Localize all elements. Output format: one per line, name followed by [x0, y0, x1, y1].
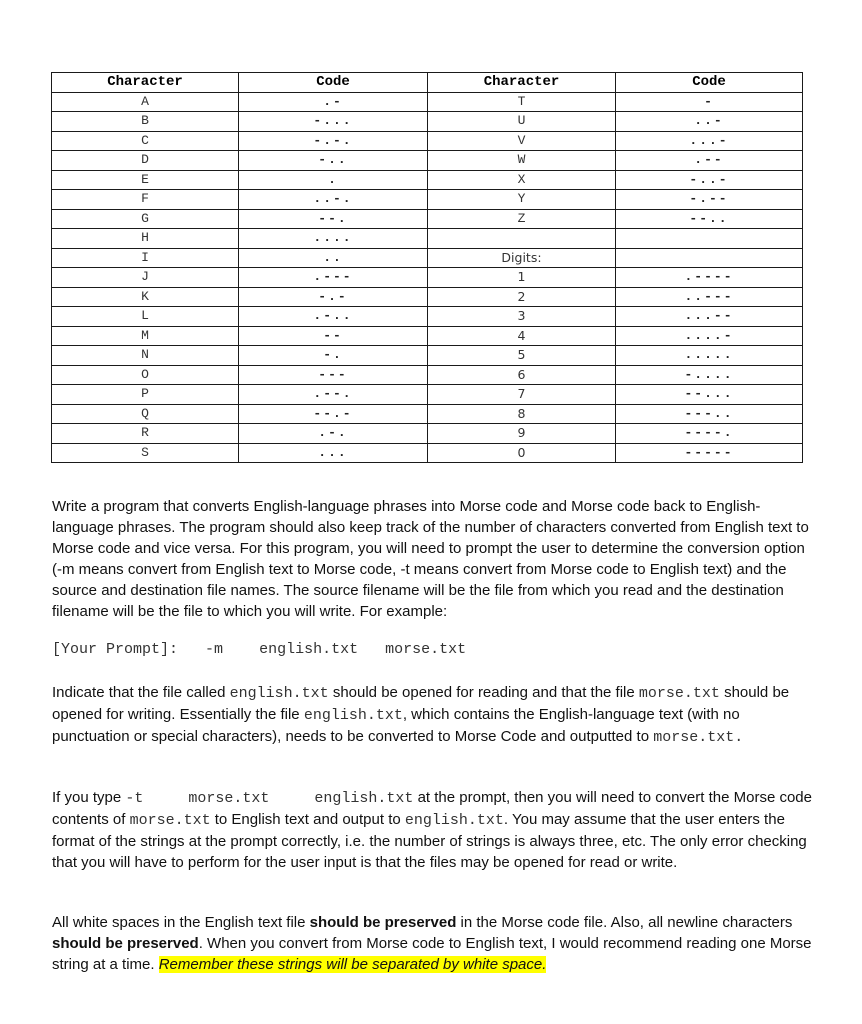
character-cell: R [52, 424, 239, 444]
character-cell: 6 [428, 365, 616, 385]
text: If you type [52, 789, 126, 806]
character-cell: Y [428, 190, 616, 210]
table-row [52, 365, 803, 385]
code-cell: ... [239, 443, 428, 463]
character-cell: W [428, 151, 616, 171]
character-cell: X [428, 170, 616, 190]
table-row [52, 248, 803, 268]
character-cell: 2 [428, 287, 616, 307]
character-cell: N [52, 346, 239, 366]
character-cell: 3 [428, 307, 616, 327]
character-cell: I [52, 248, 239, 268]
table-row [52, 190, 803, 210]
character-cell: G [52, 209, 239, 229]
code-cell: ..-. [239, 190, 428, 210]
filename-english: english.txt [303, 707, 403, 724]
character-cell: 8 [428, 404, 616, 424]
character-cell: P [52, 385, 239, 405]
code-cell: --.- [239, 404, 428, 424]
table-row [52, 209, 803, 229]
table-row [52, 404, 803, 424]
code-cell: .-- [616, 151, 803, 171]
character-cell: 9 [428, 424, 616, 444]
code-cell: .- [239, 92, 428, 112]
table-row [52, 151, 803, 171]
character-cell: S [52, 443, 239, 463]
code-cell: .--- [239, 268, 428, 288]
character-cell: 5 [428, 346, 616, 366]
code-cell: ...-- [616, 307, 803, 327]
character-cell: B [52, 112, 239, 132]
filename-english: english.txt [404, 812, 504, 829]
character-cell: O [52, 365, 239, 385]
table-row [52, 131, 803, 151]
code-cell: ...- [616, 131, 803, 151]
code-cell: --- [239, 365, 428, 385]
code-cell: --... [616, 385, 803, 405]
text: All white spaces in the English text file [52, 914, 310, 931]
code-cell: ..--- [616, 287, 803, 307]
emphasis: should be preserved [52, 935, 199, 952]
character-cell: T [428, 92, 616, 112]
prompt-example [52, 641, 466, 658]
morse-code-table [51, 72, 803, 463]
text: to English text and output to [210, 811, 405, 828]
character-cell: L [52, 307, 239, 327]
code-cell: -.- [239, 287, 428, 307]
intro-paragraph: Write a program that converts English-language phrases into Morse code and Morse code back to English-language phrases. The program should also keep track of the number of characters converted from English text to Morse code and vice versa. For this program, you will need to prompt the user to determine the conversion option (-m means convert from English text to Morse code, -t means convert from Morse code to English text) and the source and destination file names. The source filename will be the file from which you read and the destination filename will be the file to which you will write. For example: [52, 498, 809, 620]
character-cell: J [52, 268, 239, 288]
text: at the prompt, then you will need to convert the Morse code contents of [52, 789, 812, 828]
character-cell: Digits: [428, 248, 616, 268]
text: . You may assume that the user enters the format of the strings at the prompt correctly, i.e. the number of strings is always three, etc. The only error checking that you will have to perform for the user input is that the files may be opened for read or write. [52, 811, 807, 871]
text: in the Morse code file. Also, all newline characters [456, 914, 793, 931]
prompt-source-file: english.txt [259, 641, 359, 658]
code-cell: -.. [239, 151, 428, 171]
code-cell: ....- [616, 326, 803, 346]
whitespace-paragraph [52, 912, 812, 975]
character-cell: C [52, 131, 239, 151]
text: should be opened for reading and that the file [328, 684, 639, 701]
table-row [52, 346, 803, 366]
table-row [52, 229, 803, 249]
table-row [52, 326, 803, 346]
table-row [52, 424, 803, 444]
filename-morse: morse.txt. [653, 729, 744, 746]
table-row [52, 170, 803, 190]
character-cell: M [52, 326, 239, 346]
table-row [52, 307, 803, 327]
code-cell: .--. [239, 385, 428, 405]
table-row [52, 443, 803, 463]
code-cell: -.-. [239, 131, 428, 151]
code-cell: ----- [616, 443, 803, 463]
code-cell: -. [239, 346, 428, 366]
header-code-2: Code [616, 73, 803, 93]
character-cell: A [52, 92, 239, 112]
code-cell: - [616, 92, 803, 112]
character-cell: D [52, 151, 239, 171]
code-cell: -.-- [616, 190, 803, 210]
character-cell [428, 229, 616, 249]
text: . When you convert from Morse code to English text, I would recommend reading one Morse string at a time. [52, 935, 812, 973]
filename-morse: morse.txt [638, 685, 720, 702]
emphasis: should be preserved [309, 914, 457, 931]
code-cell: ..... [616, 346, 803, 366]
code-cell: . [239, 170, 428, 190]
code-cell: -... [239, 112, 428, 132]
code-cell: ..- [616, 112, 803, 132]
prompt-option: -m [205, 641, 224, 658]
code-cell: --. [239, 209, 428, 229]
code-cell: .-. [239, 424, 428, 444]
text: should be opened for writing. Essentially the file [52, 684, 790, 723]
character-cell: 7 [428, 385, 616, 405]
filename-english: english.txt [229, 685, 329, 702]
character-cell: 0 [428, 443, 616, 463]
text: Indicate that the file called [52, 684, 230, 701]
code-cell: -..- [616, 170, 803, 190]
character-cell: U [428, 112, 616, 132]
table-row [52, 385, 803, 405]
prompt-dest-file: morse.txt [385, 641, 467, 658]
code-cell: .. [239, 248, 428, 268]
character-cell: 4 [428, 326, 616, 346]
character-cell: Q [52, 404, 239, 424]
highlighted-note: Remember these strings will be separated by white space. [158, 956, 547, 973]
prompt-label: [Your Prompt]: [52, 641, 179, 658]
table-row [52, 287, 803, 307]
character-cell: Z [428, 209, 616, 229]
code-cell: ----. [616, 424, 803, 444]
text: , which contains the English-language text (with no punctuation or special characters), needs to be converted to Morse Code and outputted to [52, 706, 740, 745]
character-cell: K [52, 287, 239, 307]
code-cell: -.... [616, 365, 803, 385]
header-character-2: Character [428, 73, 616, 93]
code-cell: --.. [616, 209, 803, 229]
table-row [52, 268, 803, 288]
character-cell: H [52, 229, 239, 249]
code-cell: .-.. [239, 307, 428, 327]
character-cell: V [428, 131, 616, 151]
table-row [52, 112, 803, 132]
table-header-row [52, 73, 803, 93]
command-example: -t morse.txt english.txt [125, 790, 414, 807]
code-cell: -- [239, 326, 428, 346]
reverse-conversion-paragraph [52, 787, 812, 873]
code-cell [616, 248, 803, 268]
filename-morse: morse.txt [129, 812, 211, 829]
code-cell: .---- [616, 268, 803, 288]
header-character-1: Character [52, 73, 239, 93]
code-cell: ---.. [616, 404, 803, 424]
character-cell: F [52, 190, 239, 210]
file-explanation-paragraph [52, 682, 812, 748]
table-row [52, 92, 803, 112]
code-cell [616, 229, 803, 249]
header-code-1: Code [239, 73, 428, 93]
character-cell: E [52, 170, 239, 190]
character-cell: 1 [428, 268, 616, 288]
code-cell: .... [239, 229, 428, 249]
